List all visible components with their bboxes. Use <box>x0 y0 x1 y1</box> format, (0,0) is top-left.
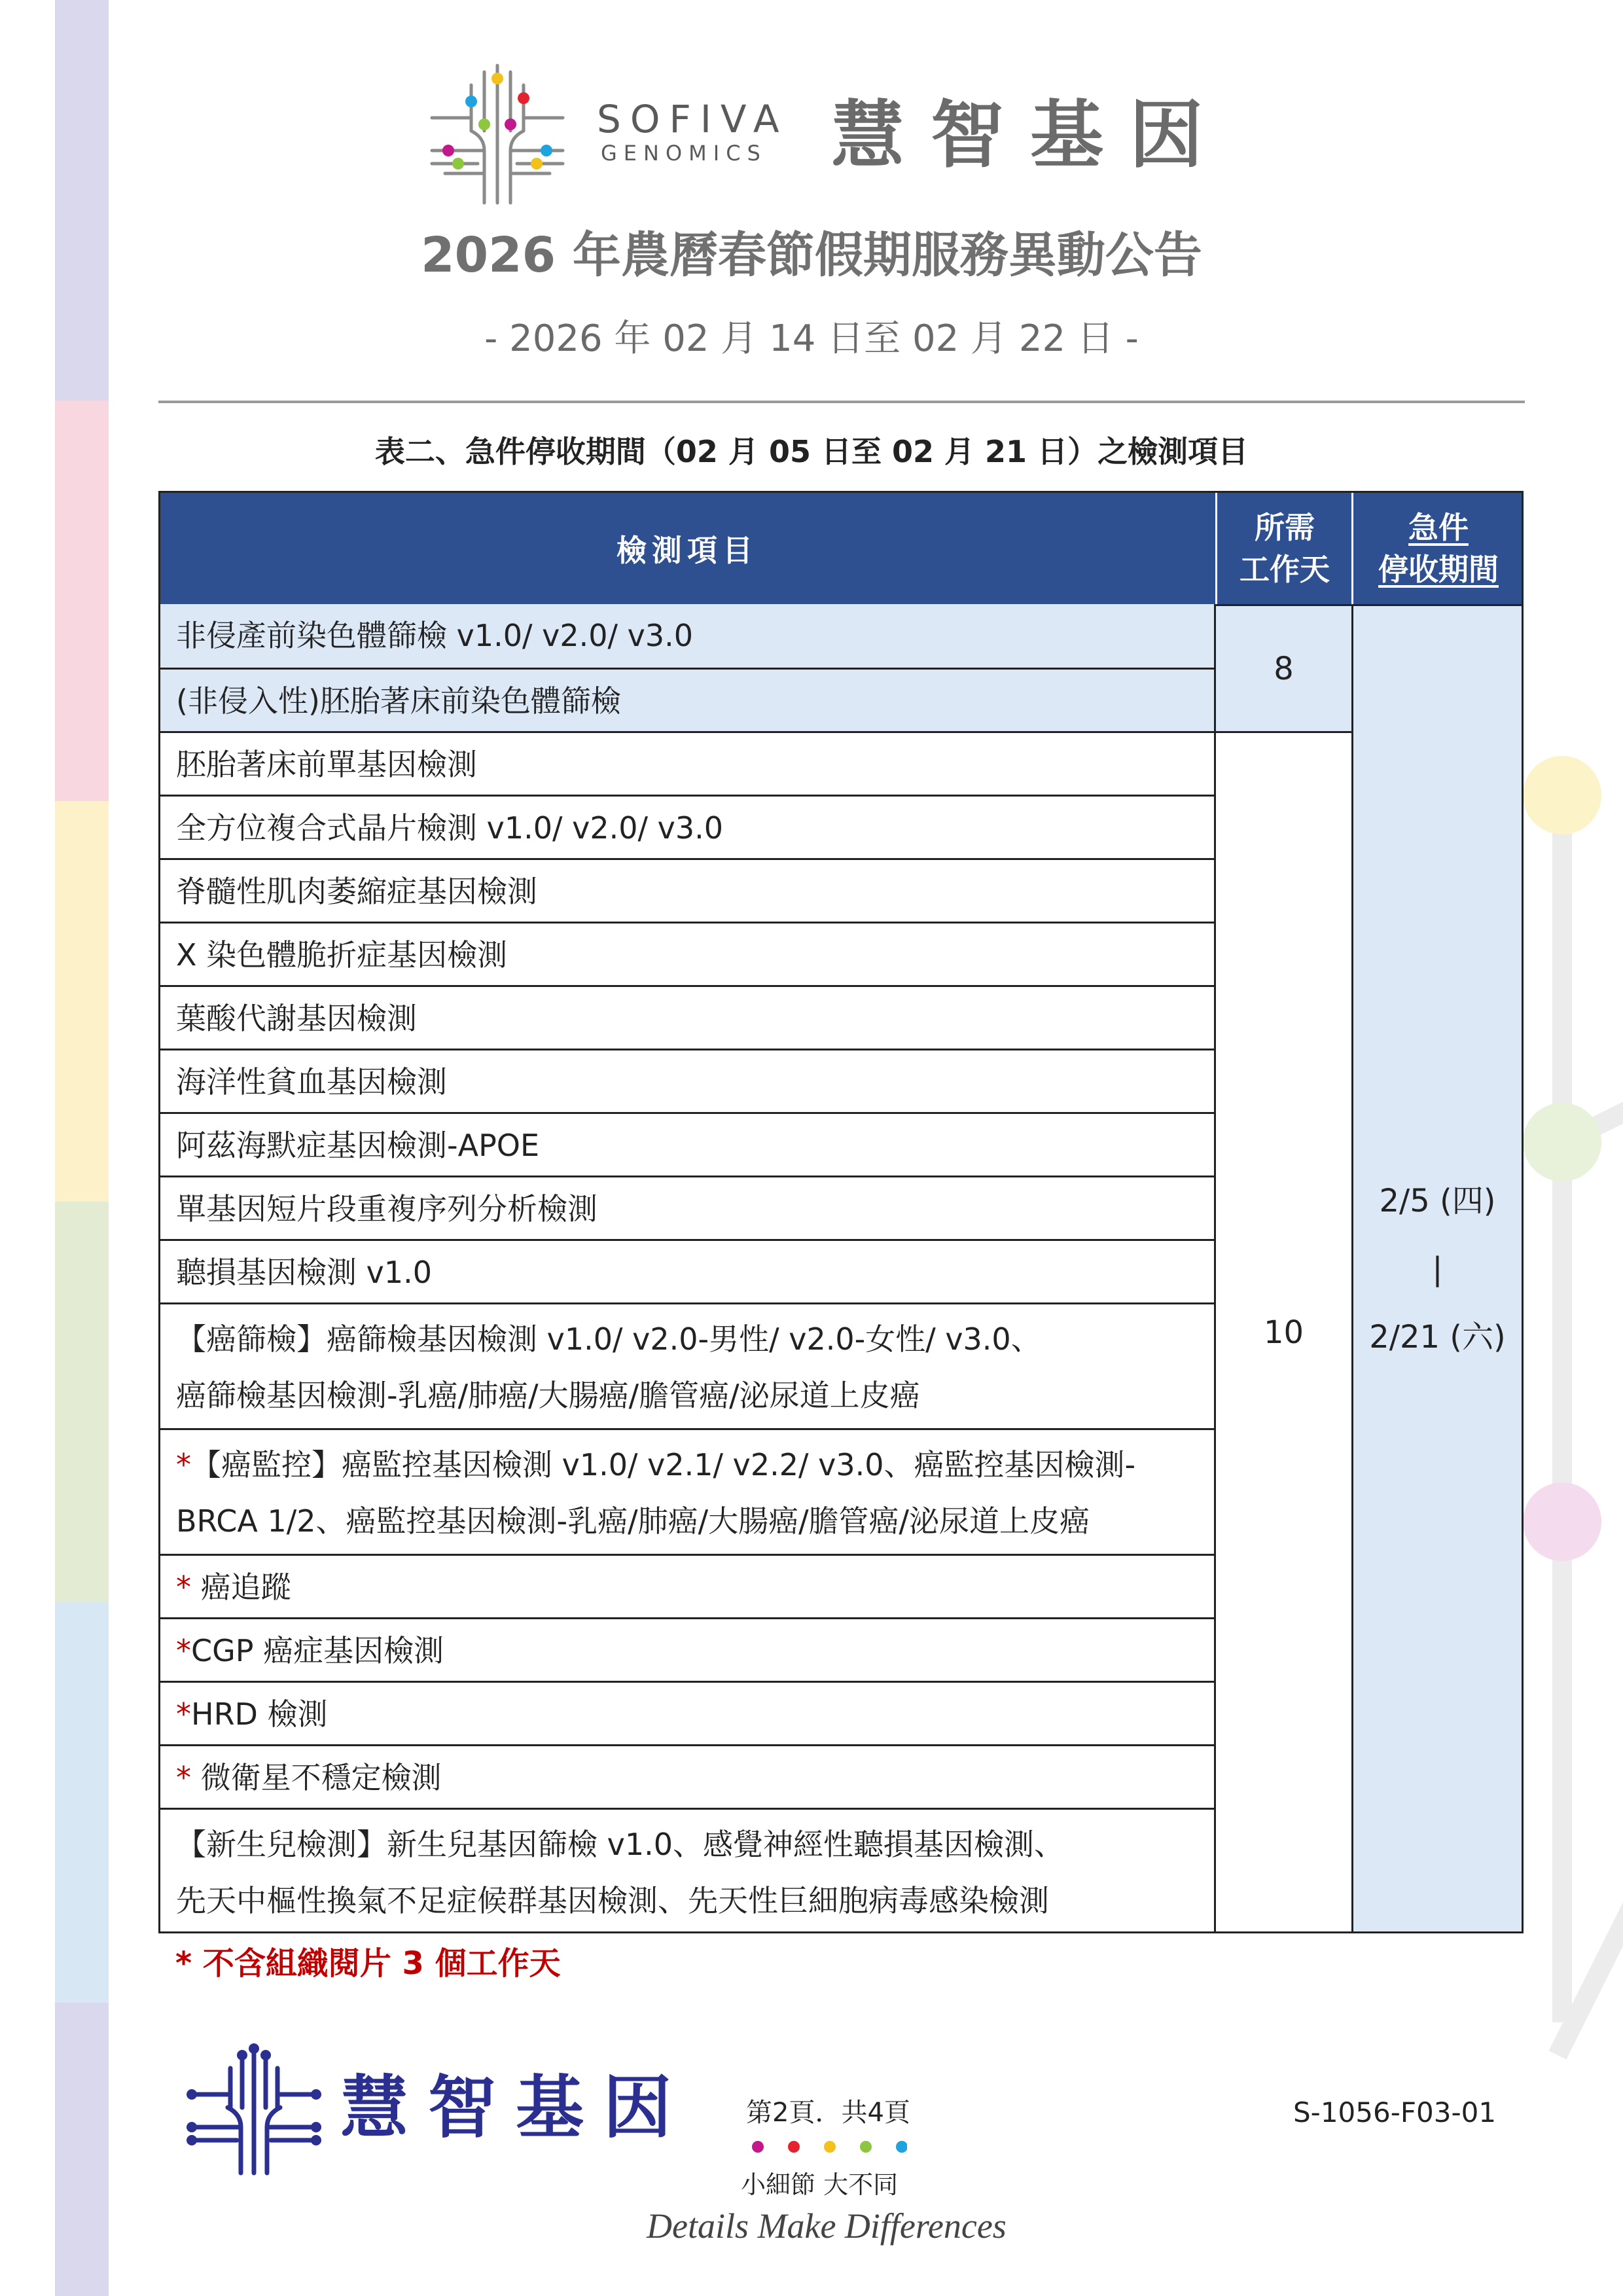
header-working-days <box>1215 493 1352 604</box>
header-days-line1: 所需 <box>1255 510 1315 545</box>
row-label: 脊髓性肌肉萎縮症基因檢測 <box>176 874 537 909</box>
row-label: BRCA 1/2、癌監控基因檢測-乳癌/肺癌/大腸癌/膽管癌/泌尿道上皮癌 <box>176 1503 1090 1539</box>
row-text <box>176 1873 1214 1929</box>
table-row <box>160 1239 1214 1302</box>
side-strip-blue <box>55 1602 109 2003</box>
table-row <box>160 1175 1214 1239</box>
row-label: HRD 檢測 <box>191 1696 328 1732</box>
row-label: 先天中樞性換氣不足症候群基因檢測、先天性巨細胞病毒感染檢測 <box>176 1883 1049 1918</box>
row-text <box>176 1746 1214 1809</box>
row-text <box>176 1114 1214 1177</box>
sofiva-tree-logo-icon <box>419 52 576 209</box>
brand-en-line1: SOFIVA <box>597 97 789 141</box>
row-label: (非侵入性)胚胎著床前染色體篩檢 <box>176 683 621 719</box>
brand-dot <box>896 2141 907 2153</box>
row-text <box>176 733 1214 796</box>
page-number: 第2頁．共4頁 <box>746 2098 910 2128</box>
row-star: * <box>176 1633 191 1668</box>
table-row <box>160 668 1214 731</box>
slogan-en: Details Make Differences <box>647 2206 1007 2246</box>
row-text <box>176 1177 1214 1240</box>
row-text <box>176 1241 1214 1304</box>
table-row <box>160 1744 1214 1808</box>
brand-name-en <box>597 98 793 166</box>
sofiva-footer-logo-icon <box>182 2036 326 2179</box>
row-label: 【新生兒檢測】新生兒基因篩檢 v1.0、感覺神經性聽損基因檢測、 <box>176 1827 1064 1862</box>
row-text <box>176 924 1214 986</box>
table-row <box>160 1617 1214 1681</box>
document-code: S-1056-F03-01 <box>1293 2096 1497 2128</box>
table-row <box>160 604 1214 668</box>
row-label: 全方位複合式晶片檢測 v1.0/ v2.0/ v3.0 <box>176 810 723 846</box>
table-row <box>160 1554 1214 1617</box>
brand-dot <box>824 2141 836 2153</box>
table-row <box>160 858 1214 922</box>
row-label: 【癌監控】癌監控基因檢測 v1.0/ v2.1/ v2.2/ v3.0、癌監控基因檢測- <box>191 1447 1136 1482</box>
row-label: 癌篩檢基因檢測-乳癌/肺癌/大腸癌/膽管癌/泌尿道上皮癌 <box>176 1378 920 1413</box>
row-text <box>176 1493 1214 1549</box>
suspension-period-cell <box>1351 604 1522 1931</box>
row-text <box>176 1367 1214 1424</box>
header-days-line2: 工作天 <box>1240 552 1330 587</box>
row-label: 阿茲海默症基因檢測-APOE <box>176 1128 540 1163</box>
brand-dot <box>860 2141 872 2153</box>
days-cell-group2: 10 <box>1214 731 1351 1931</box>
period-start: 2/5 (四) <box>1379 1182 1496 1219</box>
brand-dots-icon <box>750 2139 907 2155</box>
row-text <box>176 797 1214 859</box>
row-label: 海洋性貧血基因檢測 <box>176 1064 447 1100</box>
table-row <box>160 1808 1214 1933</box>
row-label: CGP 癌症基因檢測 <box>191 1633 444 1668</box>
days-cell-group1: 8 <box>1214 604 1351 731</box>
row-text <box>176 987 1214 1050</box>
table-caption: 表二、急件停收期間（02 月 05 日至 02 月 21 日）之檢測項目 <box>374 434 1249 469</box>
row-label: 微衛星不穩定檢測 <box>191 1760 442 1795</box>
side-strip-green <box>55 1202 109 1602</box>
header-period-line1: 急件 <box>1408 510 1469 545</box>
footnote-text: 不含組織閱片 3 個工作天 <box>192 1945 561 1982</box>
row-star: * <box>176 1760 191 1795</box>
table-row <box>160 795 1214 858</box>
row-text <box>176 1683 1214 1746</box>
row-label: 【癌篩檢】癌篩檢基因檢測 v1.0/ v2.0-男性/ v2.0-女性/ v3.0、 <box>176 1321 1041 1357</box>
test-items-table <box>158 491 1524 1933</box>
table-row <box>160 1049 1214 1112</box>
row-text <box>176 1437 1214 1493</box>
row-text <box>176 670 1214 732</box>
side-strip-yellow <box>55 801 109 1202</box>
row-label: X 染色體脆折症基因檢測 <box>176 937 508 973</box>
table-row <box>160 1302 1214 1428</box>
table-row <box>160 731 1214 795</box>
side-strip-lavender-bottom <box>55 2003 109 2296</box>
footnote <box>175 1937 561 1990</box>
row-text <box>176 604 1214 667</box>
row-label: 胚胎著床前單基因檢測 <box>176 747 477 782</box>
header-period-line2: 停收期間 <box>1378 552 1499 587</box>
brand-dot <box>788 2141 800 2153</box>
header-divider <box>158 401 1525 403</box>
row-text <box>176 1619 1214 1682</box>
table-row <box>160 1428 1214 1554</box>
footer-brand-zh: 慧智基因 <box>340 2068 692 2147</box>
row-label: 葉酸代謝基因檢測 <box>176 1001 417 1036</box>
slogan-zh: 小細節 大不同 <box>741 2170 899 2199</box>
row-label: 聽損基因檢測 v1.0 <box>176 1255 432 1290</box>
brand-en-line2: GENOMICS <box>601 141 767 166</box>
brand-name-zh: 慧智基因 <box>831 93 1229 178</box>
row-star: * <box>176 1447 191 1482</box>
period-end: 2/21 (六) <box>1369 1318 1506 1355</box>
date-range-subtitle: - 2026 年 02 月 14 日至 02 月 22 日 - <box>484 317 1139 360</box>
row-text <box>176 1816 1214 1873</box>
brand-dot <box>752 2141 764 2153</box>
table-row <box>160 1681 1214 1744</box>
row-star: * <box>176 1570 191 1605</box>
row-label: 非侵產前染色體篩檢 v1.0/ v2.0/ v3.0 <box>176 618 693 653</box>
table-row <box>160 1112 1214 1175</box>
row-label: 單基因短片段重複序列分析檢測 <box>176 1191 597 1227</box>
table-row <box>160 985 1214 1049</box>
header-test-item: 檢測項目 <box>616 533 758 568</box>
header-suspension-period <box>1351 493 1524 604</box>
footnote-star: * <box>175 1945 192 1982</box>
page-title: 2026 年農曆春節假期服務異動公告 <box>421 227 1202 283</box>
table-header-row <box>160 493 1522 604</box>
table-row <box>160 922 1214 985</box>
row-text <box>176 860 1214 923</box>
row-star: * <box>176 1696 191 1732</box>
row-text <box>176 1050 1214 1113</box>
row-text <box>176 1311 1214 1367</box>
period-separator: | <box>1432 1250 1443 1287</box>
row-text <box>176 1556 1214 1619</box>
row-label: 癌追蹤 <box>191 1570 291 1605</box>
